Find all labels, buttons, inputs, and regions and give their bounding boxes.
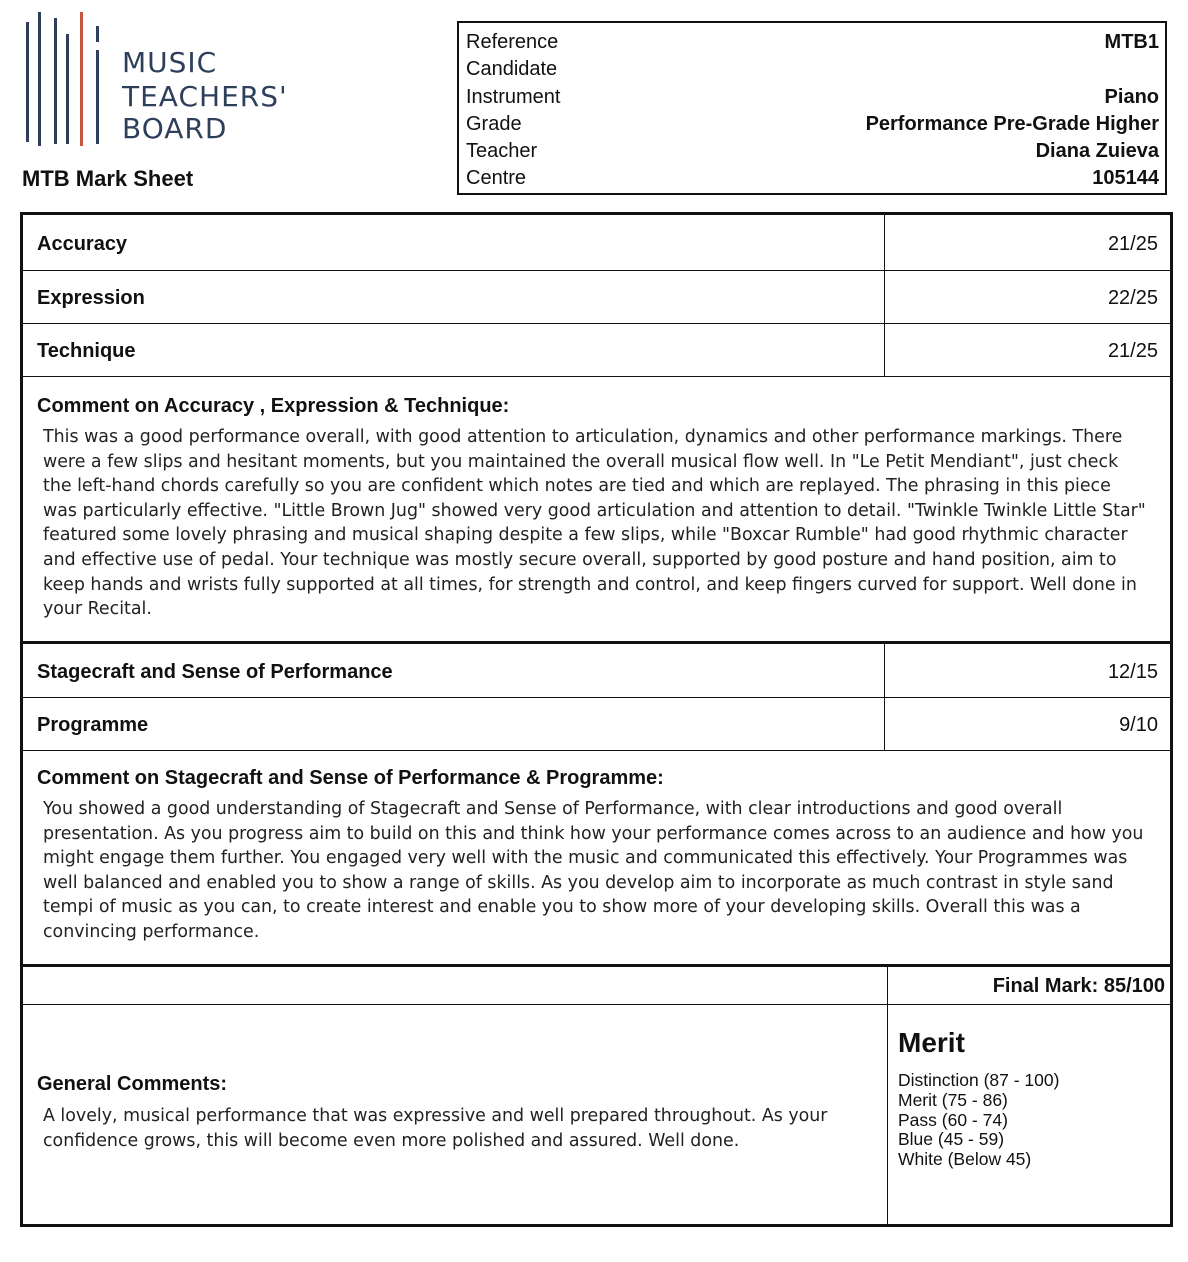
info-row-grade — [466, 111, 1159, 138]
mark-score: 22/25 — [884, 271, 1170, 323]
mark-row-accuracy — [23, 215, 1170, 271]
comment-text: You showed a good understanding of Stagecraft and Sense of Performance, with clear introductions and good overall presentation. As you progress aim to build on this and think how your performance comes across to an audience and how you might engage them further. You engaged very well with the music and communicated this effectively. Your Programmes was well balanced and enabled you to show a range of skills. As you develop aim to incorporate as much contrast in style sand tempi of music as you can, to create interest and enable you to show more of your developing skills. Overall this was a convincing performance. — [43, 799, 1144, 942]
grade-band: White (Below 45) — [898, 1149, 1032, 1170]
mark-row-expression — [23, 271, 1170, 324]
candidate-info-box — [457, 21, 1167, 195]
comment-text: This was a good performance overall, with good attention to articulation, dynamics and other performance markings. There were a few slips and hesitant moments, but you maintained the overall musical flow well. In "Le Petit Mendiant", just check the left-hand chords carefully so you are confident which notes are tied and which are replayed. The phrasing in this piece was particularly effective. "Little Brown Jug" showed very good articulation and attention to detail. "Twinkle Twinkle Little Star" featured some lovely phrasing and musical shaping despite a few slips, while "Boxcar Rumble" had good rhythmic character and effective use of pedal. Your technique was mostly secure overall, supported by good posture and hand position, aim to keep hands and wrists fully supported at all times, for strength and control, and keep fingers curved for support. Well done in your Recital. — [43, 427, 1146, 620]
mark-label: Stagecraft and Sense of Performance — [37, 661, 393, 683]
grade-band: Distinction (87 - 100) — [898, 1070, 1060, 1090]
logo-text-board: BOARD — [122, 112, 228, 145]
info-row-centre — [466, 165, 1159, 192]
general-comments-text: A lovely, musical performance that was expressive and well prepared throughout. As your confidence grows, this will become even more polished and assured. Well done. — [43, 1106, 828, 1151]
final-mark: Final Mark: 85/100 — [992, 975, 1165, 997]
mark-label: Accuracy — [37, 233, 128, 255]
result-grade: Merit — [898, 1027, 965, 1058]
grade-bands-list — [898, 1071, 1059, 1170]
general-comments-row — [23, 1005, 1170, 1224]
comment-section-accuracy — [23, 377, 1170, 644]
info-label: Grade — [466, 112, 522, 135]
info-value: Diana Zuieva — [1035, 140, 1159, 163]
logo-text-music: MUSIC — [122, 46, 218, 79]
mark-score: 21/25 — [884, 215, 1170, 270]
mark-row-programme — [23, 698, 1170, 751]
mark-label: Programme — [37, 714, 149, 736]
info-value: 105144 — [1092, 167, 1159, 190]
mark-label: Expression — [37, 287, 145, 309]
comment-heading: Comment on Stagecraft and Sense of Performance & Programme: — [37, 767, 664, 789]
info-label: Instrument — [466, 85, 561, 108]
mark-sheet-table — [20, 212, 1173, 1227]
info-value: Piano — [1104, 85, 1159, 108]
info-value: MTB1 — [1104, 31, 1159, 53]
info-row-candidate — [466, 56, 1159, 83]
grade-band: Merit (75 - 86) — [898, 1089, 1008, 1110]
info-label: Centre — [466, 167, 527, 190]
mark-score: 21/25 — [884, 324, 1170, 376]
general-comments-heading: General Comments: — [37, 1073, 228, 1095]
mark-row-technique — [23, 324, 1170, 377]
mark-row-stagecraft — [23, 644, 1170, 698]
info-value: Performance Pre-Grade Higher — [865, 112, 1159, 135]
info-row-instrument — [466, 84, 1159, 111]
final-mark-cell — [884, 967, 1170, 1004]
mark-score: 9/10 — [884, 698, 1170, 750]
info-row-teacher — [466, 138, 1159, 165]
comment-heading: Comment on Accuracy , Expression & Technique: — [37, 395, 510, 417]
info-label: Teacher — [466, 140, 538, 163]
result-cell — [884, 1005, 1170, 1224]
mtb-logo — [22, 12, 292, 152]
mark-label: Technique — [37, 340, 136, 362]
info-label: Candidate — [466, 58, 558, 81]
general-comments-cell — [23, 1005, 888, 1224]
logo-bars-icon — [22, 12, 112, 152]
info-row-reference — [466, 29, 1159, 56]
grade-band: Blue (45 - 59) — [898, 1129, 1005, 1150]
comment-section-stagecraft — [23, 751, 1170, 967]
final-mark-spacer — [23, 967, 888, 1004]
logo-text-teachers: TEACHERS' — [122, 80, 288, 113]
grade-band: Pass (60 - 74) — [898, 1109, 1008, 1130]
final-mark-row — [23, 967, 1170, 1005]
info-label: Reference — [466, 31, 559, 53]
sheet-title: MTB Mark Sheet — [22, 166, 194, 191]
mark-score: 12/15 — [884, 644, 1170, 697]
